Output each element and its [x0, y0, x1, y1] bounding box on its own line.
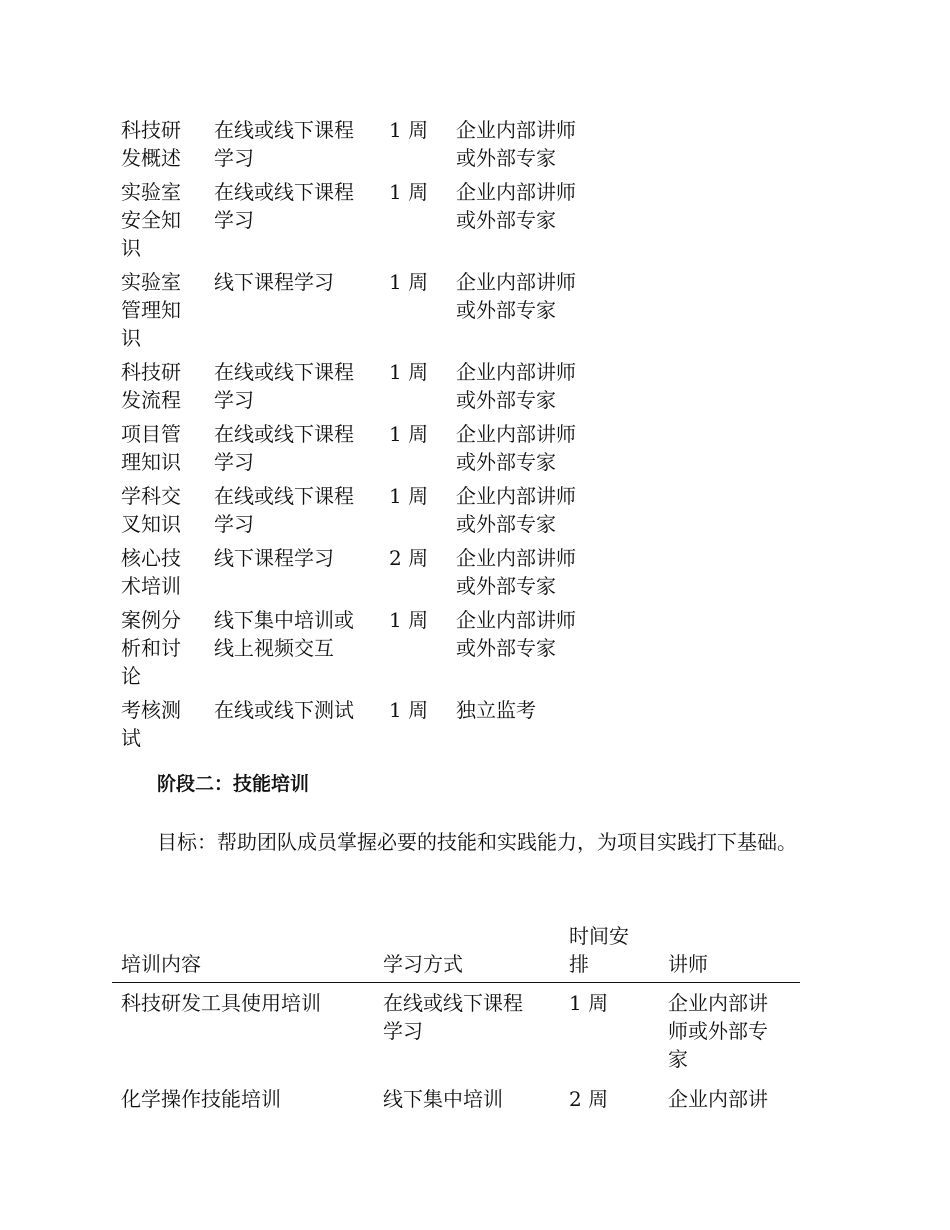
cell-content: 实验室 安全知 识 — [121, 180, 181, 260]
cell-time: 1 周 — [389, 422, 429, 446]
training-table-stage1 — [112, 116, 612, 758]
cell-content: 项目管 理知识 — [121, 422, 181, 474]
column-header-method: 学习方式 — [374, 922, 560, 983]
table-row — [112, 268, 612, 358]
cell-lecturer: 企业内部讲师 或外部专家 — [456, 484, 576, 536]
cell-lecturer: 企业内部讲师 或外部专家 — [456, 546, 576, 598]
column-header-content: 培训内容 — [112, 922, 374, 983]
cell-time: 2 周 — [389, 546, 429, 570]
cell-time: 1 周 — [389, 118, 429, 142]
cell-time: 1 周 — [389, 484, 429, 508]
cell-time: 1 周 — [389, 270, 429, 294]
cell-method: 在线或线下课程 学习 — [214, 484, 354, 536]
table-row — [112, 606, 612, 696]
training-table-stage2 — [112, 922, 800, 1119]
cell-content: 科技研发工具使用培训 — [121, 991, 321, 1015]
cell-method: 线下课程学习 — [214, 546, 334, 570]
cell-method: 线下集中培训 — [383, 1087, 503, 1111]
table-header-row — [112, 922, 800, 983]
cell-time: 1 周 — [389, 608, 429, 632]
cell-time: 1 周 — [389, 698, 429, 722]
cell-lecturer: 企业内部讲师 或外部专家 — [456, 180, 576, 232]
cell-content: 案例分 析和讨 论 — [121, 608, 181, 688]
column-header-time: 时间安 排 — [560, 922, 659, 983]
cell-time: 1 周 — [569, 991, 609, 1015]
table-row — [112, 696, 612, 758]
cell-content: 考核测 试 — [121, 698, 181, 750]
table-row — [112, 420, 612, 482]
section-heading: 阶段二：技能培训 — [157, 773, 310, 795]
table-row — [112, 178, 612, 268]
cell-method: 在线或线下课程 学习 — [214, 422, 354, 474]
cell-content: 化学操作技能培训 — [121, 1087, 281, 1111]
cell-lecturer: 企业内部讲师 或外部专家 — [456, 608, 576, 660]
cell-method: 在线或线下课程 学习 — [383, 991, 523, 1043]
section-paragraph: 目标：帮助团队成员掌握必要的技能和实践能力，为项目实践打下基础。 — [157, 830, 797, 854]
cell-method: 在线或线下课程 学习 — [214, 360, 354, 412]
cell-content: 核心技 术培训 — [121, 546, 181, 598]
cell-method: 在线或线下课程 学习 — [214, 118, 354, 170]
table-row — [112, 116, 612, 178]
cell-lecturer: 企业内部讲师 或外部专家 — [456, 270, 576, 322]
cell-method: 在线或线下测试 — [214, 698, 354, 722]
cell-lecturer: 企业内部讲 — [668, 1087, 768, 1111]
cell-lecturer: 企业内部讲师 或外部专家 — [456, 118, 576, 170]
table-row — [112, 1079, 800, 1119]
column-header-lecturer: 讲师 — [659, 922, 800, 983]
table-row — [112, 358, 612, 420]
table-row — [112, 983, 800, 1080]
cell-lecturer: 企业内部讲 师或外部专 家 — [668, 991, 768, 1071]
table-row — [112, 482, 612, 544]
cell-method: 在线或线下课程 学习 — [214, 180, 354, 232]
cell-content: 科技研 发流程 — [121, 360, 181, 412]
cell-time: 2 周 — [569, 1087, 609, 1111]
cell-content: 学科交 叉知识 — [121, 484, 181, 536]
cell-content: 实验室 管理知 识 — [121, 270, 181, 350]
cell-time: 1 周 — [389, 180, 429, 204]
cell-lecturer: 企业内部讲师 或外部专家 — [456, 360, 576, 412]
cell-lecturer: 独立监考 — [456, 698, 536, 722]
cell-lecturer: 企业内部讲师 或外部专家 — [456, 422, 576, 474]
cell-method: 线下课程学习 — [214, 270, 334, 294]
cell-content: 科技研 发概述 — [121, 118, 181, 170]
cell-method: 线下集中培训或 线上视频交互 — [214, 608, 354, 660]
table-row — [112, 544, 612, 606]
cell-time: 1 周 — [389, 360, 429, 384]
